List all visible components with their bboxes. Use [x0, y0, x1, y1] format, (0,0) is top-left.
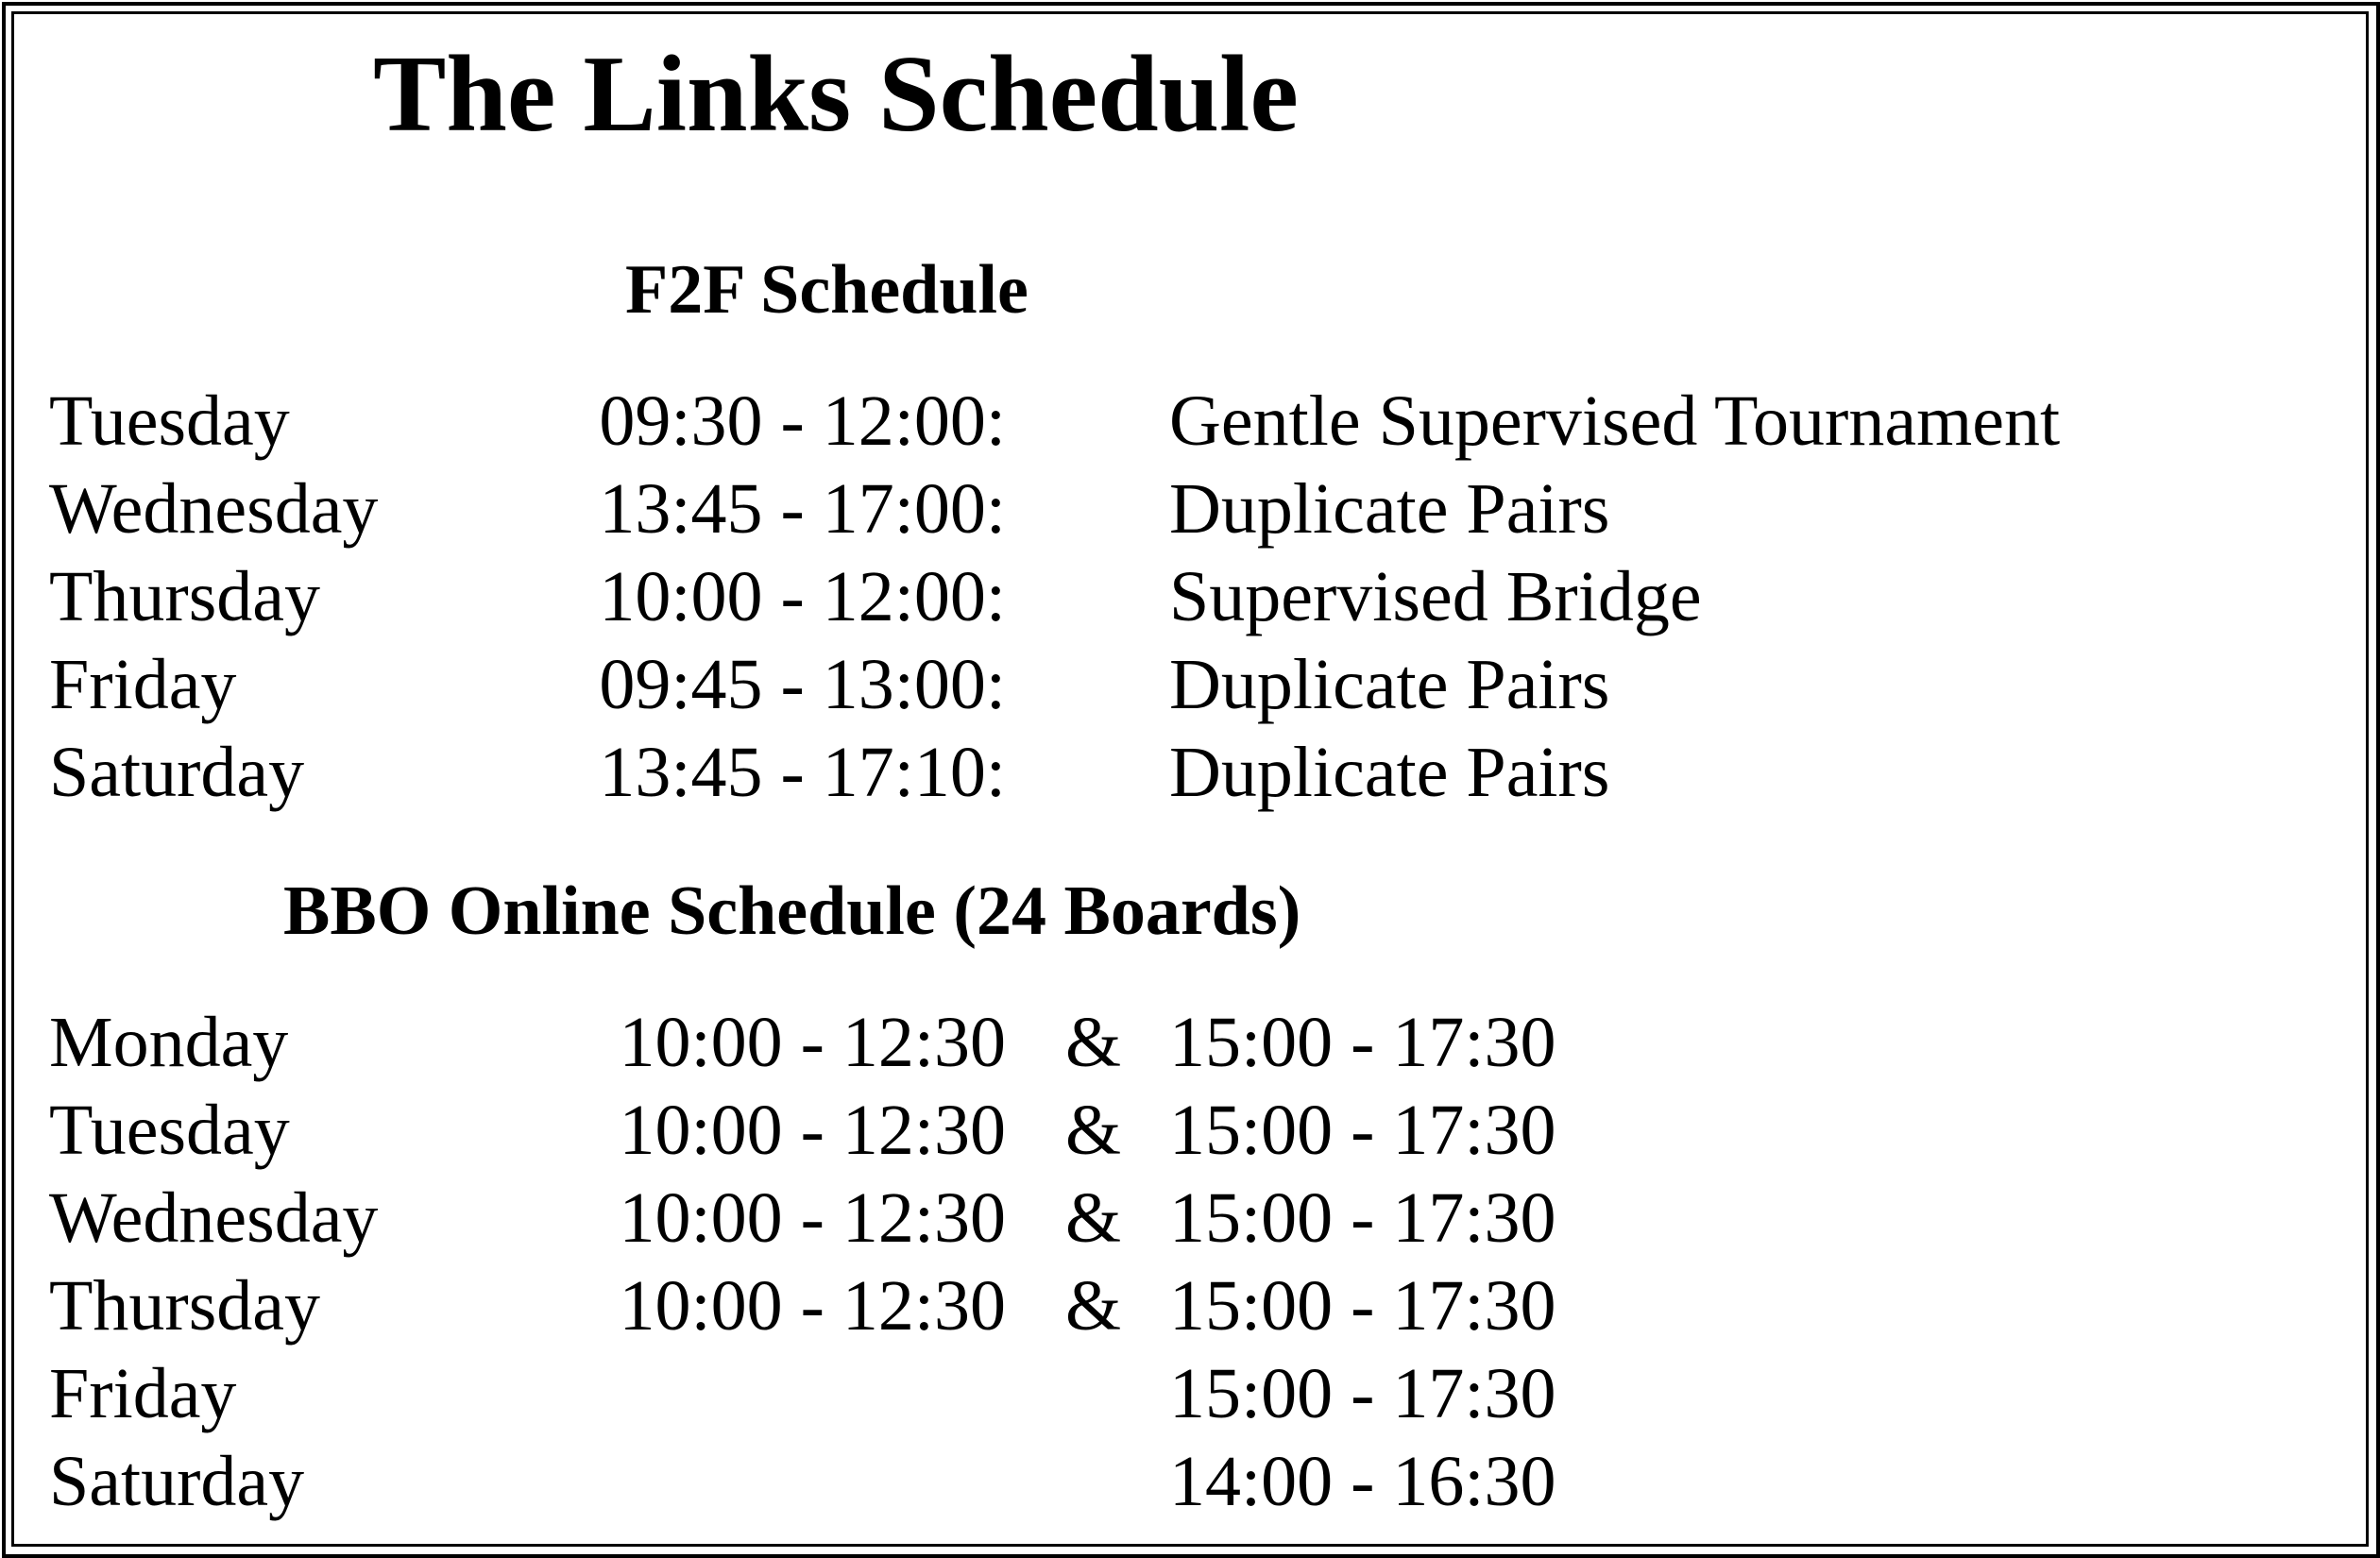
bbo-day: Monday [49, 1003, 289, 1082]
bbo-afternoon-time: 15:00 - 17:30 [1169, 1003, 1556, 1082]
f2f-time: 09:45 - 13:00: [599, 645, 1006, 724]
f2f-activity: Gentle Supervised Tournament [1169, 381, 2061, 461]
bbo-day: Wednesday [49, 1178, 379, 1258]
bbo-day: Thursday [49, 1266, 321, 1346]
bbo-afternoon-time: 15:00 - 17:30 [1169, 1266, 1556, 1346]
bbo-day: Tuesday [49, 1091, 290, 1170]
f2f-day: Wednesday [49, 469, 379, 549]
f2f-heading: F2F Schedule [625, 251, 1028, 329]
page-title: The Links Schedule [373, 34, 1299, 155]
ampersand: & [1065, 1178, 1122, 1258]
f2f-row [0, 466, 2380, 553]
f2f-day: Thursday [49, 557, 321, 636]
bbo-day: Friday [49, 1354, 237, 1433]
bbo-morning-time: 10:00 - 12:30 [619, 1003, 1006, 1082]
bbo-afternoon-time: 14:00 - 16:30 [1169, 1442, 1556, 1521]
bbo-row [0, 1350, 2380, 1438]
bbo-row [0, 1262, 2380, 1350]
f2f-day: Saturday [49, 733, 305, 812]
bbo-afternoon-time: 15:00 - 17:30 [1169, 1178, 1556, 1258]
bbo-afternoon-time: 15:00 - 17:30 [1169, 1091, 1556, 1170]
f2f-activity: Duplicate Pairs [1169, 733, 1610, 812]
bbo-row [0, 999, 2380, 1087]
f2f-row [0, 553, 2380, 641]
bbo-row [0, 1175, 2380, 1262]
f2f-time: 10:00 - 12:00: [599, 557, 1006, 636]
ampersand: & [1065, 1266, 1122, 1346]
bbo-day: Saturday [49, 1442, 305, 1521]
f2f-activity: Duplicate Pairs [1169, 469, 1610, 549]
f2f-day: Friday [49, 645, 237, 724]
bbo-row [0, 1087, 2380, 1175]
bbo-morning-time: 10:00 - 12:30 [619, 1091, 1006, 1170]
f2f-time: 13:45 - 17:00: [599, 469, 1006, 549]
bbo-afternoon-time: 15:00 - 17:30 [1169, 1354, 1556, 1433]
f2f-row [0, 729, 2380, 817]
f2f-row [0, 378, 2380, 466]
f2f-time: 09:30 - 12:00: [599, 381, 1006, 461]
f2f-activity: Supervised Bridge [1169, 557, 1702, 636]
bbo-heading: BBO Online Schedule (24 Boards) [283, 872, 1301, 950]
bbo-morning-time: 10:00 - 12:30 [619, 1178, 1006, 1258]
f2f-row [0, 641, 2380, 729]
bbo-row [0, 1438, 2380, 1526]
f2f-activity: Duplicate Pairs [1169, 645, 1610, 724]
f2f-time: 13:45 - 17:10: [599, 733, 1006, 812]
bbo-morning-time: 10:00 - 12:30 [619, 1266, 1006, 1346]
f2f-day: Tuesday [49, 381, 290, 461]
ampersand: & [1065, 1091, 1122, 1170]
ampersand: & [1065, 1003, 1122, 1082]
